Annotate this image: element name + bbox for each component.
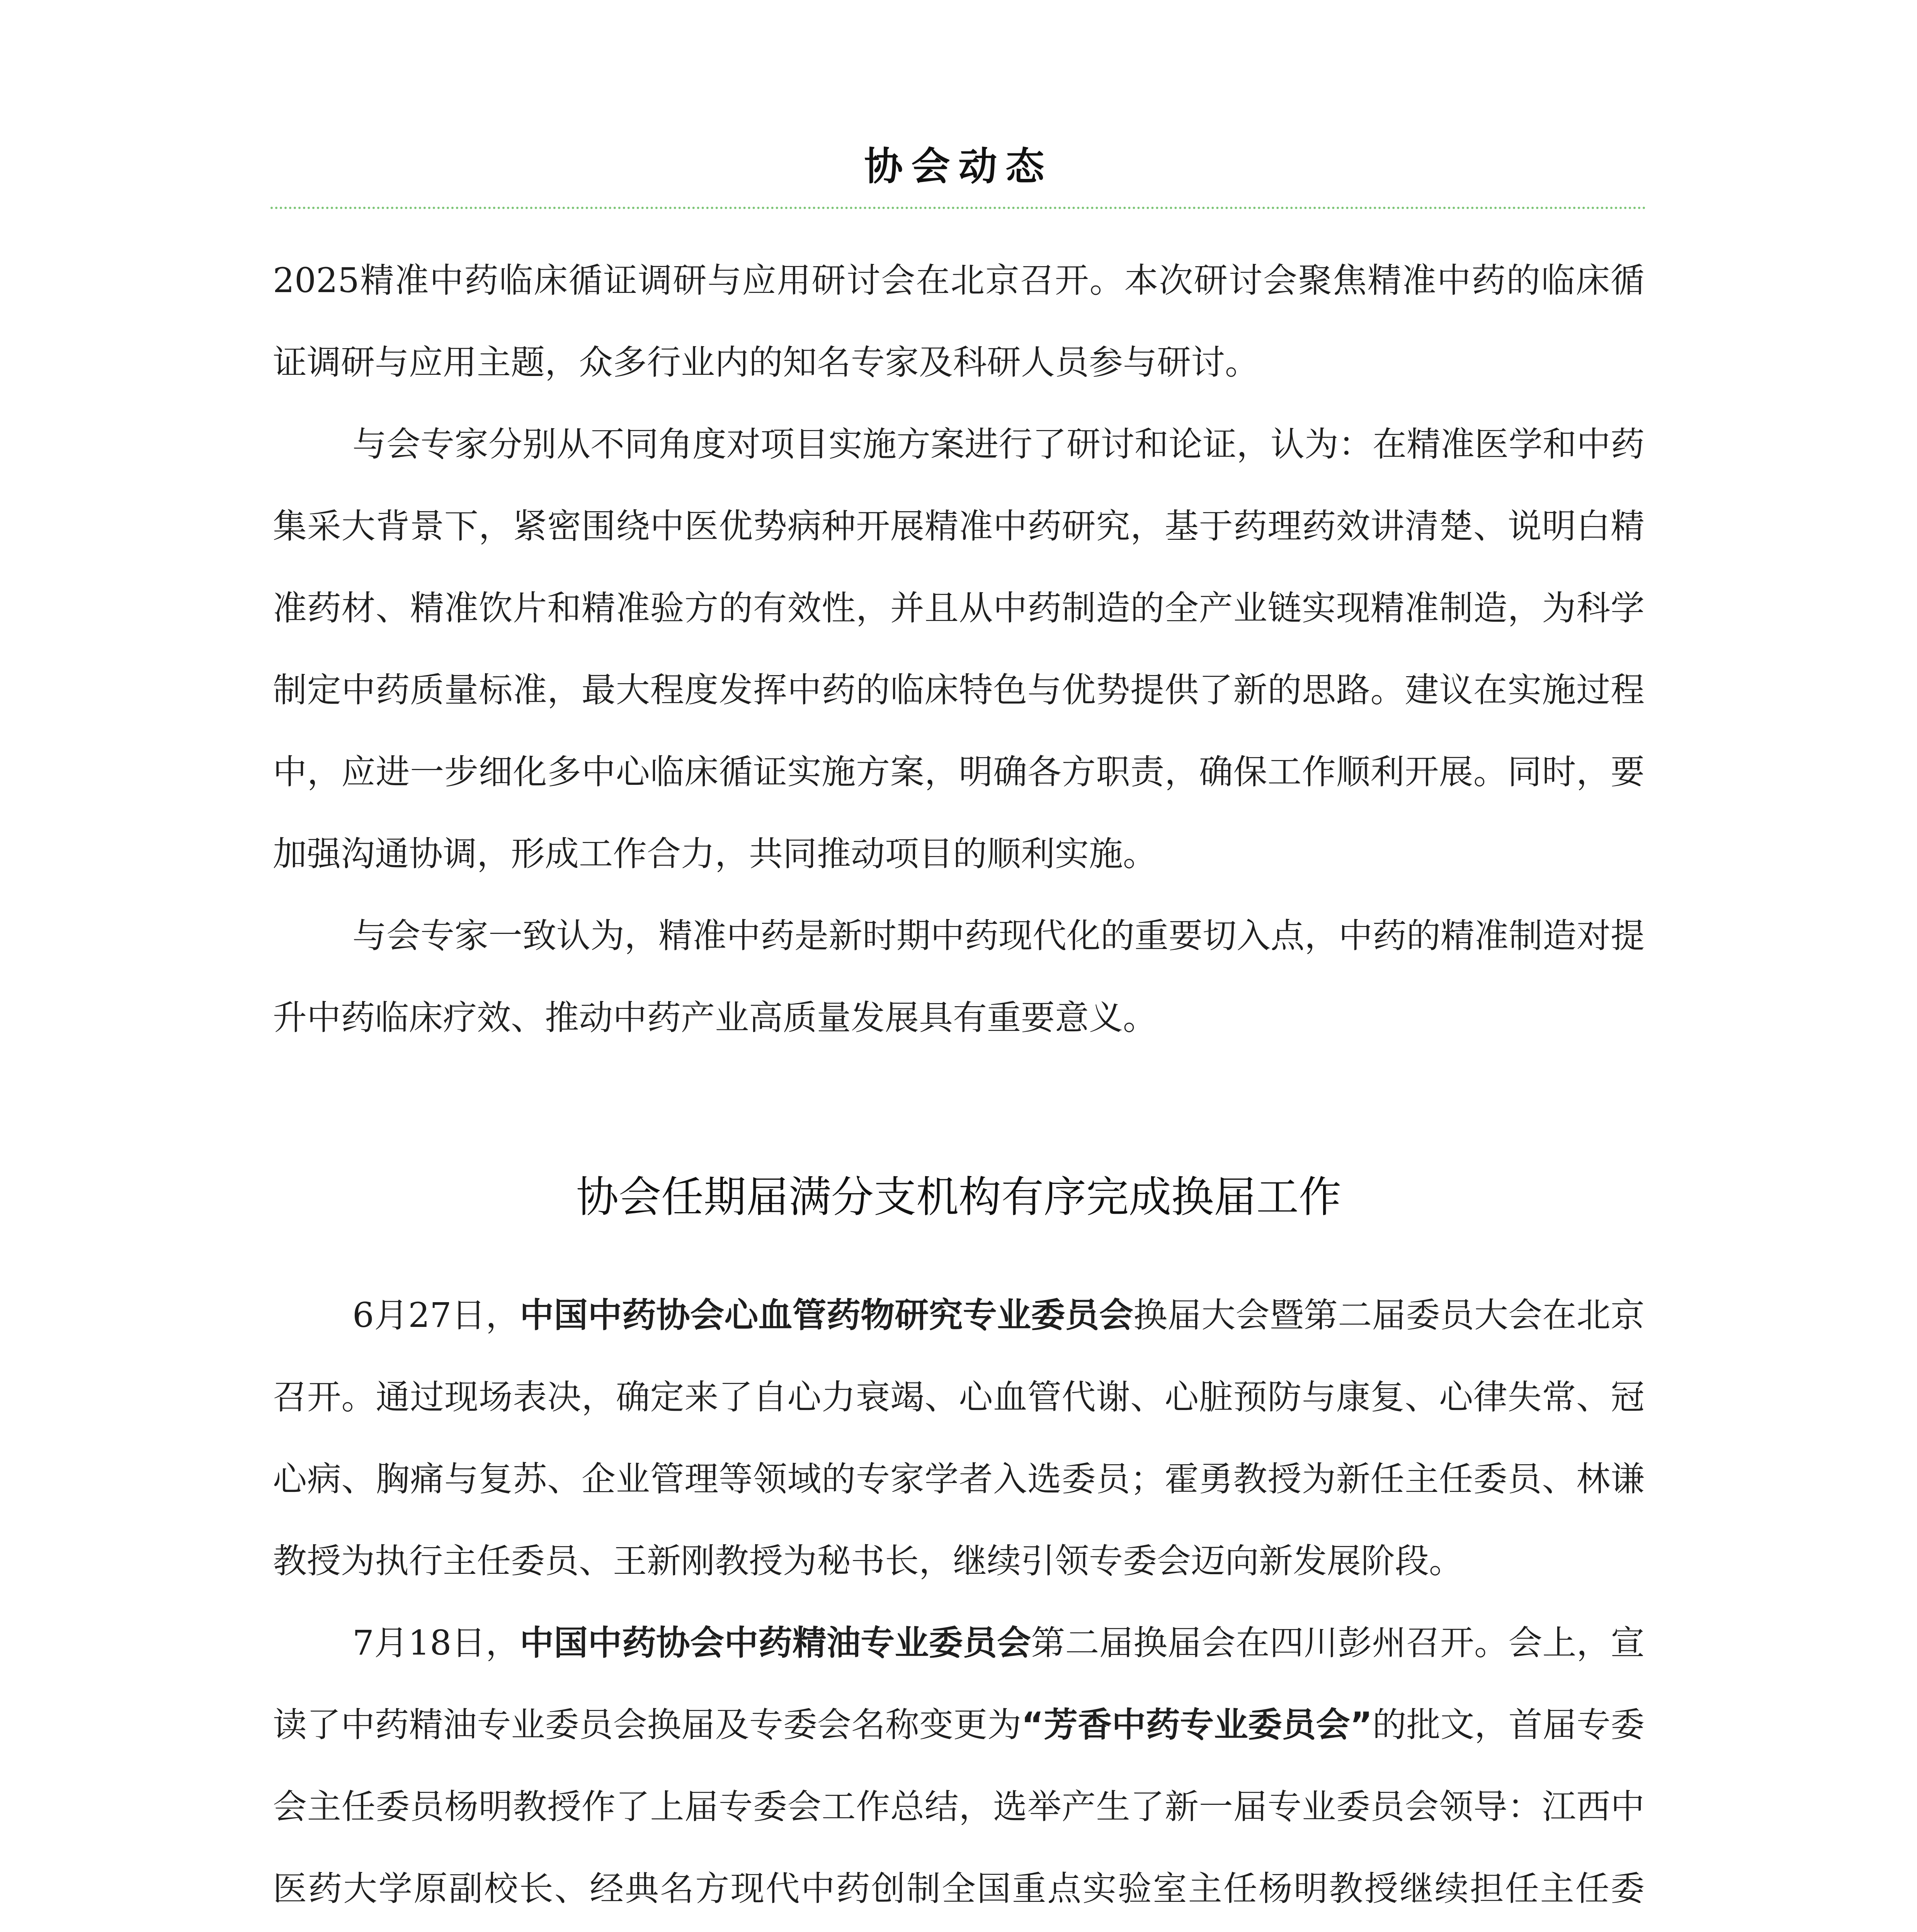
new-committee-name: “芳香中药专业委员会” (1021, 1705, 1373, 1745)
intro-paragraph-1: 2025精准中药临床循证调研与应用研讨会在北京召开。本次研讨会聚焦精准中药的临床循证调研与应用主题，众多行业内的知名专家及科研人员参与研讨。 (273, 260, 1645, 382)
section-title: 协会任期届满分支机构有序完成换届工作 (576, 1172, 1341, 1222)
news-item-1 (273, 1274, 1645, 1602)
intro-paragraph-2: 与会专家分别从不同角度对项目实施方案进行了研讨和论证，认为：在精准医学和中药集采大背景下，紧密围绕中医优势病种开展精准中药研究，基于药理药效讲清楚、说明白精准药材、精准饮片和精准验方的有效性，并且从中药制造的全产业链实现精准制造，为科学制定中药质量标准，最大程度发挥中药的临床特色与优势提供了新的思路。建议在实施过程中，应进一步细化多中心临床循证实施方案，明确各方职责，确保工作顺利开展。同时，要加强沟通协调，形成工作合力，共同推动项目的顺利实施。 (273, 424, 1645, 874)
section-header-title: 协会动态 (864, 144, 1053, 189)
news-item-text-continued: 的批文，首届专委会主任委员杨明教授作了上届专委会工作总结，选举产生了新一届专业委员会领导：江西中医药大学原副校长、经典名方现代中药创制全国重点实验室主任杨明教授继续担任主任委 (273, 1705, 1645, 1908)
news-item-date: 7月18日， (352, 1623, 520, 1663)
article-body (273, 240, 1645, 1932)
header-divider (270, 207, 1646, 209)
news-item-text: 换届大会暨第二届委员大会在北京召开。通过现场表决，确定来了自心力衰竭、心血管代谢、心脏预防与康复、心律失常、冠心病、胸痛与复苏、企业管理等领域的专家学者入选委员；霍勇教授为新任主任委员、林谦教授为执行主任委员、王新刚教授为秘书长，继续引领专委会迈向新发展阶段。 (273, 1295, 1645, 1581)
committee-name: 中国中药协会心血管药物研究专业委员会 (520, 1295, 1133, 1335)
committee-name: 中国中药协会中药精油专业委员会 (520, 1623, 1031, 1663)
news-item-date: 6月27日， (352, 1295, 520, 1335)
news-item-2 (273, 1602, 1645, 1932)
intro-paragraph-3: 与会专家一致认为，精准中药是新时期中药现代化的重要切入点，中药的精准制造对提升中药临床疗效、推动中药产业高质量发展具有重要意义。 (273, 916, 1645, 1037)
news-item-text: 第二届换届会在四川彭州召开。会上，宣读了中药精油专业委员会换届及专委会名称变更为 (273, 1623, 1645, 1745)
